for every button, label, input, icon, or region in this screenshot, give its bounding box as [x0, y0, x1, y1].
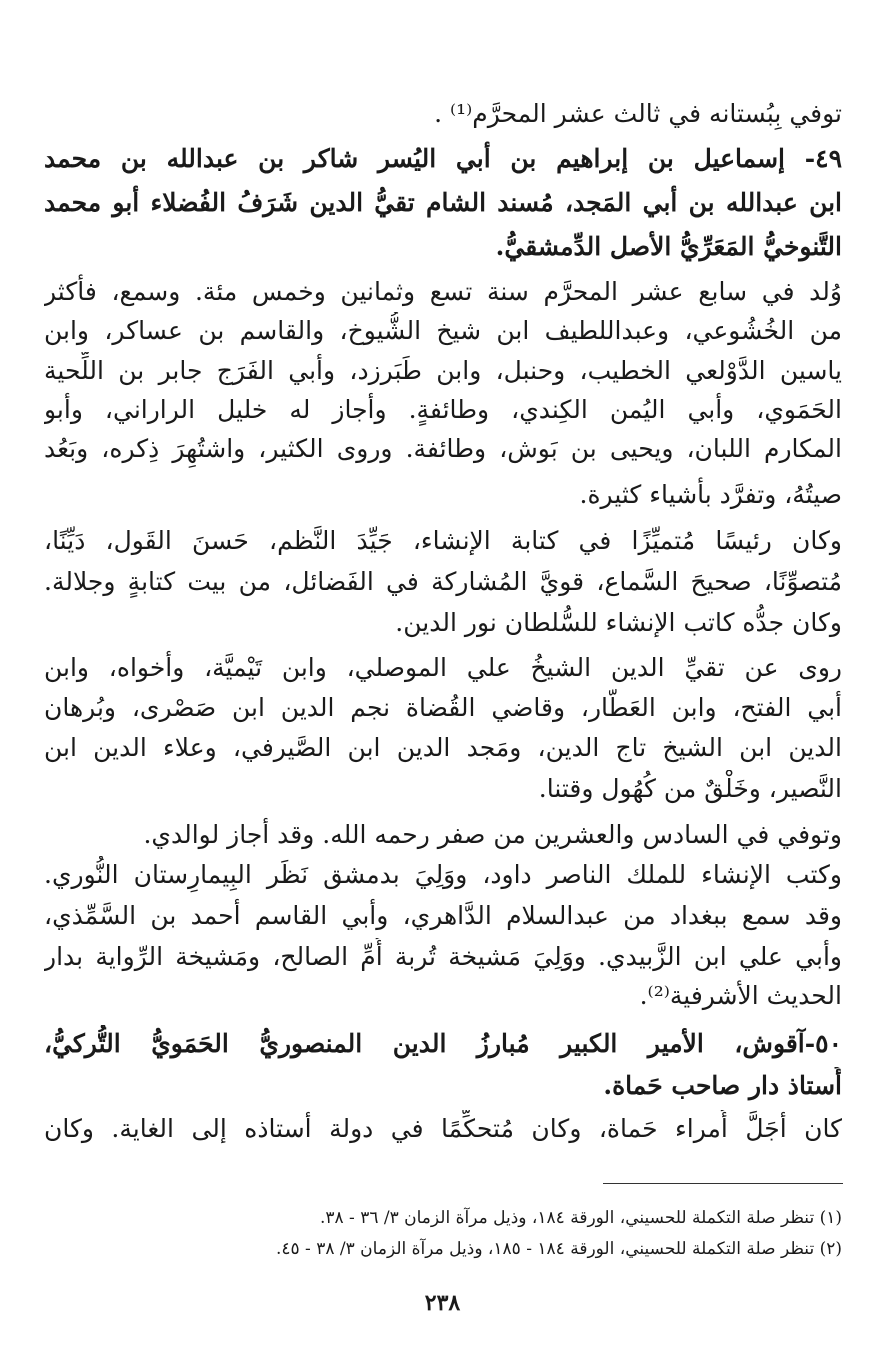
footnote: (١) تنظر صلة التكملة للحسيني، الورقة ١٨٤، وذيل مرآة الزمان ٣/ ٣٦ - ٣٨.: [319, 1208, 842, 1228]
text-line: المكارم اللبان، ويحيى بن بَوش، وطائفة. وروى الكثير، واشتُهِرَ ذِكره، وبَعُد: [44, 434, 842, 463]
footnote-separator: [603, 1183, 843, 1184]
text-line: النَّصير، وخَلْقٌ من كُهُول وقتنا.: [538, 774, 842, 803]
footnote: (٢) تنظر صلة التكملة للحسيني، الورقة ١٨٤ - ١٨٥، وذيل مرآة الزمان ٣/ ٣٨ - ٤٥.: [275, 1239, 842, 1259]
text-line: صيتُهُ، وتفرَّد بأشياء كثيرة.: [579, 480, 842, 509]
text-line: وأبي علي ابن الزَّبيدي. ووَلِيَ مَشيخة تُربة أُمِّ الصالح، ومَشيخة الرِّواية بدار: [44, 942, 842, 971]
entry-heading-line: ٤٩- إسماعيل بن إبراهيم بن أبي اليُسر شاكر بن عبدالله بن محمد: [44, 144, 842, 173]
text-line: الحديث الأشرفية⁽²⁾.: [639, 981, 842, 1010]
text-line: وتوفي في السادس والعشرين من صفر رحمه الله. وقد أجاز لوالدي.: [143, 820, 842, 849]
text-line: أبي الفتح، وابن العَطَّار، وقاضي القُضاة نجم الدين ابن صَصْرى، وبُرهان: [44, 693, 842, 722]
page-number: ٢٣٨: [424, 1290, 461, 1316]
text-line: وقد سمع ببغداد من عبدالسلام الدَّاهري، وأبي القاسم أحمد بن السَّمِّذي،: [44, 901, 842, 930]
text-line: كان أجَلَّ أُمراء حَماة، وكان مُتحكِّمًا في دولة أستاذه إلى الغاية. وكان: [44, 1114, 842, 1143]
text-line: الحَمَوي، وأبي اليُمن الكِندي، وطائفةٍ. وأجاز له خليل الراراني، وأبو: [44, 395, 842, 424]
text-line: توفي بِبُستانه في ثالث عشر المحرَّم⁽¹⁾ .: [434, 99, 842, 128]
entry-heading-line: ٥٠-آقوش، الأمير الكبير مُبارزُ الدين المنصوريُّ الحَمَويُّ التُّركيُّ،: [44, 1029, 842, 1058]
text-line: وكتب الإنشاء للملك الناصر داود، ووَلِيَ بدمشق نَظَر البِيمارِستان النُّوري.: [44, 860, 842, 889]
text-line: ياسين الدَّوْلعي الخطيب، وحنبل، وابن طَبَرزد، وأبي الفَرَج جابر بن اللِّحية: [44, 356, 842, 385]
text-line: الدين ابن الشيخ تاج الدين، ومَجد الدين ابن الصَّيرفي، وعلاء الدين ابن: [44, 733, 842, 762]
text-line: من الخُشُوعي، وعبداللطيف ابن شيخ الشُّيوخ، والقاسم بن عساكر، وابن: [44, 316, 842, 345]
text-line: وُلد في سابع عشر المحرَّم سنة تسع وثمانين وخمس مئة. وسمع، فأكثر: [44, 277, 842, 306]
text-line: وكان جدُّه كاتب الإنشاء للسُّلطان نور الدين.: [395, 608, 842, 637]
text-line: وكان رئيسًا مُتميِّزًا في كتابة الإنشاء، جَيِّدَ النَّظم، حَسنَ القَول، دَيِّنًا،: [44, 526, 842, 555]
entry-heading-line: أُستاذ دار صاحب حَماة.: [603, 1071, 842, 1100]
entry-heading-line: التَّنوخيُّ المَعَرِّيُّ الأصل الدِّمشقيُّ.: [495, 232, 842, 261]
entry-heading-line: ابن عبدالله بن أبي المَجد، مُسند الشام تقيُّ الدين شَرَفُ الفُضلاء أبو محمد: [44, 188, 842, 217]
text-line: مُتصوِّنًا، صحيحَ السَّماع، قويَّ المُشاركة في الفَضائل، من بيت كتابةٍ وجلالة.: [44, 567, 842, 596]
text-line: روى عن تقيِّ الدين الشيخُ علي الموصلي، وابن تَيْميَّة، وأخواه، وابن: [44, 653, 842, 682]
